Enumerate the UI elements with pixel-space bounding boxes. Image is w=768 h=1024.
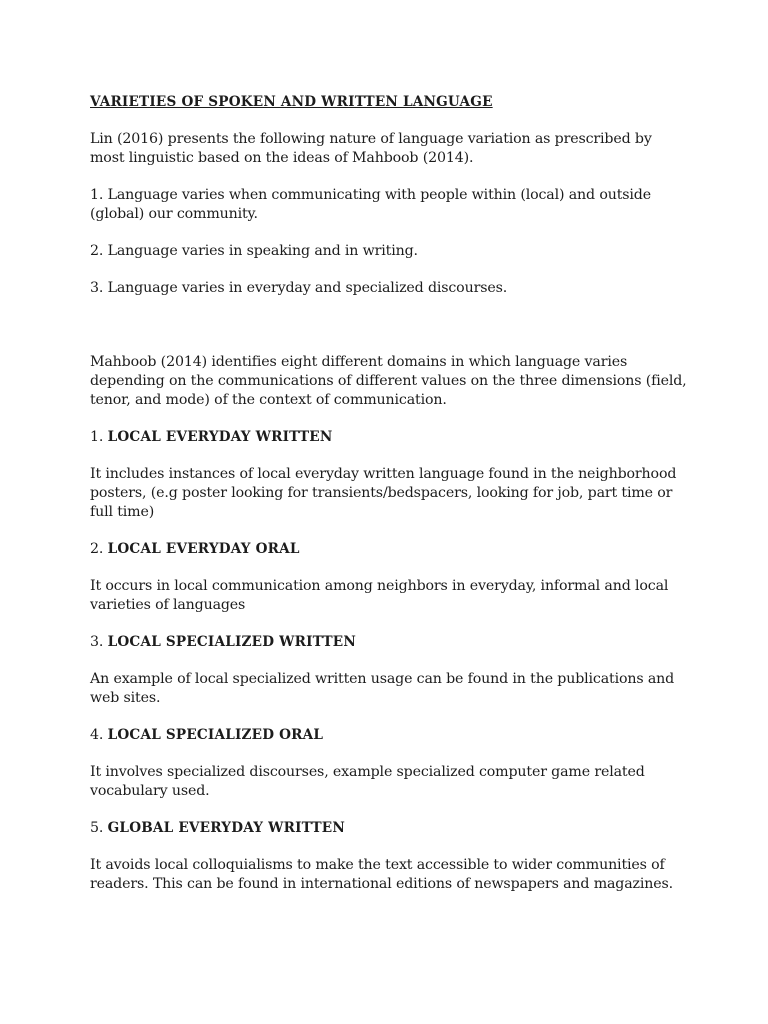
domain-label: LOCAL EVERYDAY ORAL (107, 541, 300, 557)
domain-description-4: It involves specialized discourses, example specialized computer game related vocabulary used. (90, 764, 645, 799)
domain-heading-3 (90, 633, 690, 652)
domain-description-1: It includes instances of local everyday written language found in the neighborhood posters, (e.g poster looking for transients/bedspacers, looking for job, part time or full time) (90, 466, 677, 520)
domain-description-2: It occurs in local communication among neighbors in everyday, informal and local varieties of languages (90, 578, 669, 613)
document-page (90, 93, 690, 912)
intro-paragraph: Lin (2016) presents the following nature of language variation as prescribed by most linguistic based on the ideas of Mahboob (2014). (90, 131, 652, 166)
domain-heading-2 (90, 540, 690, 559)
variation-item-2: 2. Language varies in speaking and in writing. (90, 243, 418, 259)
domain-description-3: An example of local specialized written usage can be found in the publications and web sites. (90, 671, 675, 706)
domain-label: LOCAL EVERYDAY WRITTEN (107, 429, 333, 445)
domain-description-5: It avoids local colloquialisms to make the text accessible to wider communities of readers. This can be found in international editions of newspapers and magazines. (90, 857, 673, 892)
domain-heading-4 (90, 726, 690, 745)
domain-number: 3. (90, 634, 104, 650)
domain-label: LOCAL SPECIALIZED WRITTEN (107, 634, 356, 650)
domain-number: 4. (90, 727, 104, 743)
domains-intro-paragraph: Mahboob (2014) identifies eight different domains in which language varies depending on the communications of different values on the three dimensions (field, tenor, and mode) of the context of communication. (90, 354, 687, 408)
domain-heading-1 (90, 428, 690, 447)
domain-number: 2. (90, 541, 104, 557)
variation-item-1: 1. Language varies when communicating with people within (local) and outside (global) our community. (90, 187, 651, 222)
domain-label: GLOBAL EVERYDAY WRITTEN (107, 820, 345, 836)
section-spacer (90, 316, 690, 353)
domain-label: LOCAL SPECIALIZED ORAL (107, 727, 324, 743)
domain-number: 1. (90, 429, 104, 445)
domain-number: 5. (90, 820, 104, 836)
domain-heading-5 (90, 819, 690, 838)
variation-item-3: 3. Language varies in everyday and specialized discourses. (90, 280, 508, 296)
document-title: VARIETIES OF SPOKEN AND WRITTEN LANGUAGE (90, 94, 493, 110)
